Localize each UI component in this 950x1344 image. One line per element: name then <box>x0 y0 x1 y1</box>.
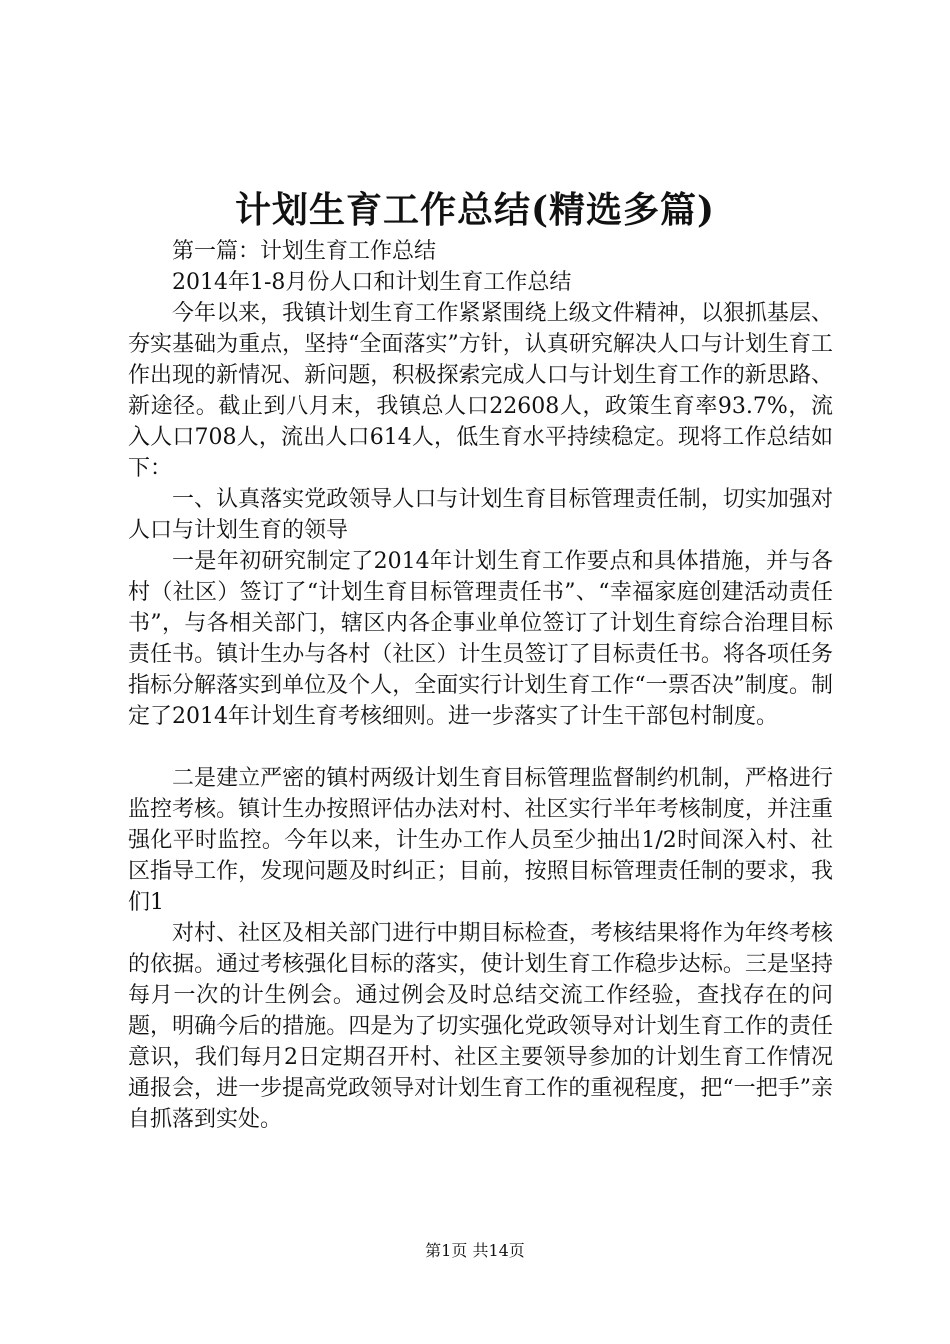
page-number: 第1页 共14页 <box>425 1241 525 1260</box>
paragraph-item-2: 二是建立严密的镇村两级计划生育目标管理监督制约机制，严格进行监控考核。镇计生办按照评估办法对村、社区实行半年考核制度，并注重强化平时监控。今年以来，计生办工作人员至少抽出1/2时间深入村、社区指导工作，发现问题及时纠正；目前，按照目标管理责任制的要求，我们1 <box>128 766 833 915</box>
paragraph-intro: 今年以来，我镇计划生育工作紧紧围绕上级文件精神，以狠抓基层、夯实基础为重点，坚持“全面落实”方针，认真研究解决人口与计划生育工作出现的新情况、新问题，积极探索完成人口与计划生育工作的新思路、新途径。截止到八月末，我镇总人口22608人，政策生育率93.7%，流入人口708人，流出人口614人，低生育水平持续稳定。现将工作总结如下： <box>128 301 833 481</box>
document-title: 计划生育工作总结(精选多篇) <box>234 189 716 231</box>
paragraph-item-1: 一是年初研究制定了2014年计划生育工作要点和具体措施，并与各村（社区）签订了“计划生育目标管理责任书”、“幸福家庭创建活动责任书”，与各相关部门，辖区内各企事业单位签订了计划生育综合治理目标责任书。镇计生办与各村（社区）计生员签订了目标责任书。将各项任务指标分解落实到单位及个人，全面实行计划生育工作“一票否决”制度。制定了2014年计划生育考核细则。进一步落实了计生干部包村制度。 <box>128 549 833 729</box>
paragraph-heading-1: 一、认真落实党政领导人口与计划生育目标管理责任制，切实加强对人口与计划生育的领导 <box>128 487 833 543</box>
section-heading: 第一篇：计划生育工作总结 <box>172 239 437 264</box>
paragraph-item-3: 对村、社区及相关部门进行中期目标检查，考核结果将作为年终考核的依据。通过考核强化目标的落实，使计划生育工作稳步达标。三是坚持每月一次的计生例会。通过例会及时总结交流工作经验，查找存在的问题，明确今后的措施。四是为了切实强化党政领导对计划生育工作的责任意识，我们每月2日定期召开村、社区主要领导参加的计划生育工作情况通报会，进一步提高党政领导对计划生育工作的重视程度，把“一把手”亲自抓落到实处。 <box>128 921 833 1132</box>
document-body <box>128 236 833 1135</box>
report-subtitle: 2014年1-8月份人口和计划生育工作总结 <box>172 270 572 295</box>
